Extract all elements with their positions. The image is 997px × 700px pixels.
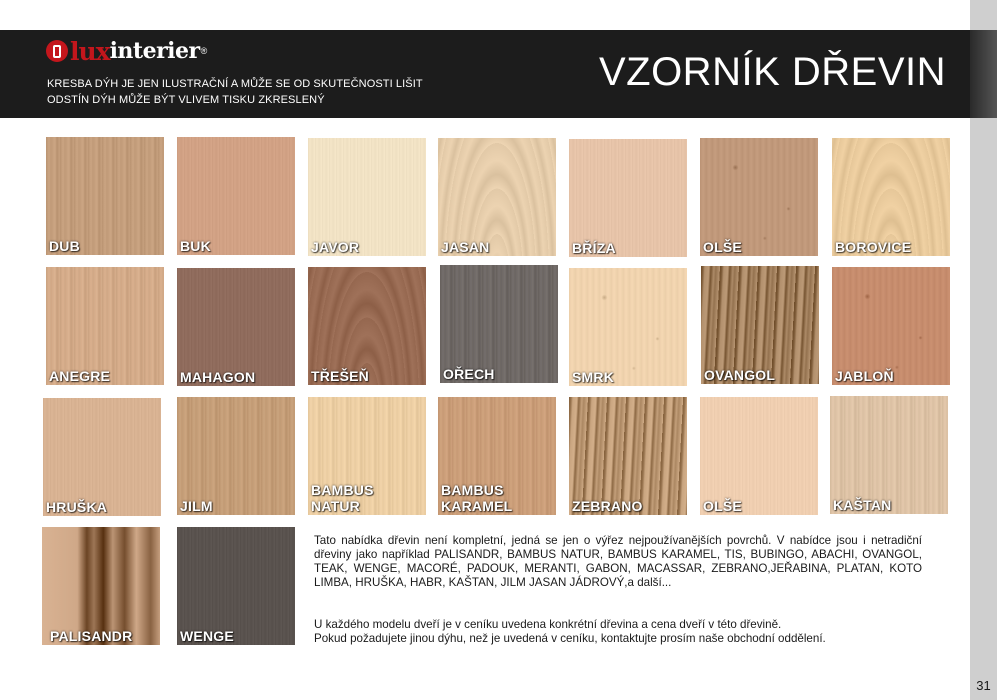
wood-swatch	[308, 138, 426, 256]
wood-swatch	[830, 396, 948, 514]
swatch-label: DUB	[49, 238, 80, 254]
swatch-label: OLŠE	[703, 239, 742, 255]
swatch-label: WENGE	[180, 628, 234, 644]
wood-swatch	[42, 527, 160, 645]
wood-swatch	[440, 265, 558, 383]
swatch-label: PALISANDR	[50, 628, 133, 644]
swatch-label: ZEBRANO	[572, 498, 643, 514]
notes-paragraph-1: Tato nabídka dřevin není kompletní, jedná se jen o výřez nejpoužívanějších povrchů. V nabídce jsou i netradiční dřeviny jako například PALISANDR, BAMBUS NATUR, BAMBUS KARAMEL, TIS, BUBINGO, ABACHI, OVANGOL, TEAK, WENGE, MACORÉ, PADOUK, MERANTI, GABON, MACASSAR, ZEBRANO,JEŘABINA, PLATAN, KOTO LIMBA, HRUŠKA, HABR, KAŠTAN, JILM JASAN JÁDROVÝ,a další...	[314, 534, 922, 589]
wood-swatch	[438, 397, 556, 515]
wood-swatch	[701, 266, 819, 384]
swatch-label: JABLOŇ	[835, 368, 894, 384]
right-band-header-segment	[970, 30, 997, 118]
swatch-label: ANEGRE	[49, 368, 111, 384]
wood-swatch	[569, 268, 687, 386]
swatch-label: OLŠE	[703, 498, 742, 514]
wood-swatch	[832, 138, 950, 256]
swatch-label: JAVOR	[311, 239, 360, 255]
swatch-label: TŘEŠEŇ	[311, 368, 369, 384]
wood-swatch	[46, 267, 164, 385]
wood-swatch	[569, 397, 687, 515]
notes-paragraph-2	[314, 618, 922, 646]
swatch-label: OVANGOL	[704, 367, 776, 383]
swatch-label: OŘECH	[443, 366, 495, 382]
disclaimer-line-2: ODSTÍN DÝH MŮŽE BÝT VLIVEM TISKU ZKRESLENÝ	[47, 94, 325, 106]
notes-paragraph-2-line-2: Pokud požadujete jinou dýhu, než je uvedená v ceníku, kontaktujte prosím naše obchodní oddělení.	[314, 632, 826, 645]
swatch-label: HRUŠKA	[46, 499, 108, 515]
wood-swatch	[177, 527, 295, 645]
wood-swatch	[177, 268, 295, 386]
wood-swatch	[438, 138, 556, 256]
wood-swatch	[177, 397, 295, 515]
swatch-label: BŘÍZA	[572, 240, 616, 256]
disclaimer-line-1: KRESBA DÝH JE JEN ILUSTRAČNÍ A MŮŽE SE OD SKUTEČNOSTI LIŠIT	[47, 78, 423, 90]
brand-name-first: lux	[70, 36, 110, 66]
swatch-label: BOROVICE	[835, 239, 912, 255]
wood-swatch	[832, 267, 950, 385]
brand-emblem-icon	[46, 40, 68, 62]
brand-name-second: interier	[109, 38, 200, 64]
swatch-label: BUK	[180, 238, 211, 254]
swatch-label: MAHAGON	[180, 369, 256, 385]
swatch-label: SMRK	[572, 369, 615, 385]
wood-swatch	[308, 397, 426, 515]
wood-swatch	[700, 138, 818, 256]
swatch-label: BAMBUS NATUR	[311, 482, 374, 514]
wood-swatch	[46, 137, 164, 255]
swatch-label: JILM	[180, 498, 213, 514]
swatch-label: BAMBUS KARAMEL	[441, 482, 513, 514]
swatch-label: JASAN	[441, 239, 490, 255]
brand-logo	[46, 36, 207, 66]
page-title: VZORNÍK DŘEVIN	[598, 50, 946, 94]
wood-swatch	[177, 137, 295, 255]
swatch-label: KAŠTAN	[833, 497, 892, 513]
page-number: 31	[976, 678, 991, 693]
wood-swatch	[569, 139, 687, 257]
wood-swatch	[308, 267, 426, 385]
header-bar	[0, 30, 970, 118]
wood-swatch	[700, 397, 818, 515]
notes-paragraph-2-line-1: U každého modelu dveří je v ceníku uvedena konkrétní dřevina a cena dveří v této dřevině.	[314, 618, 782, 631]
brand-registered-mark: ®	[200, 46, 208, 56]
wood-swatch	[43, 398, 161, 516]
